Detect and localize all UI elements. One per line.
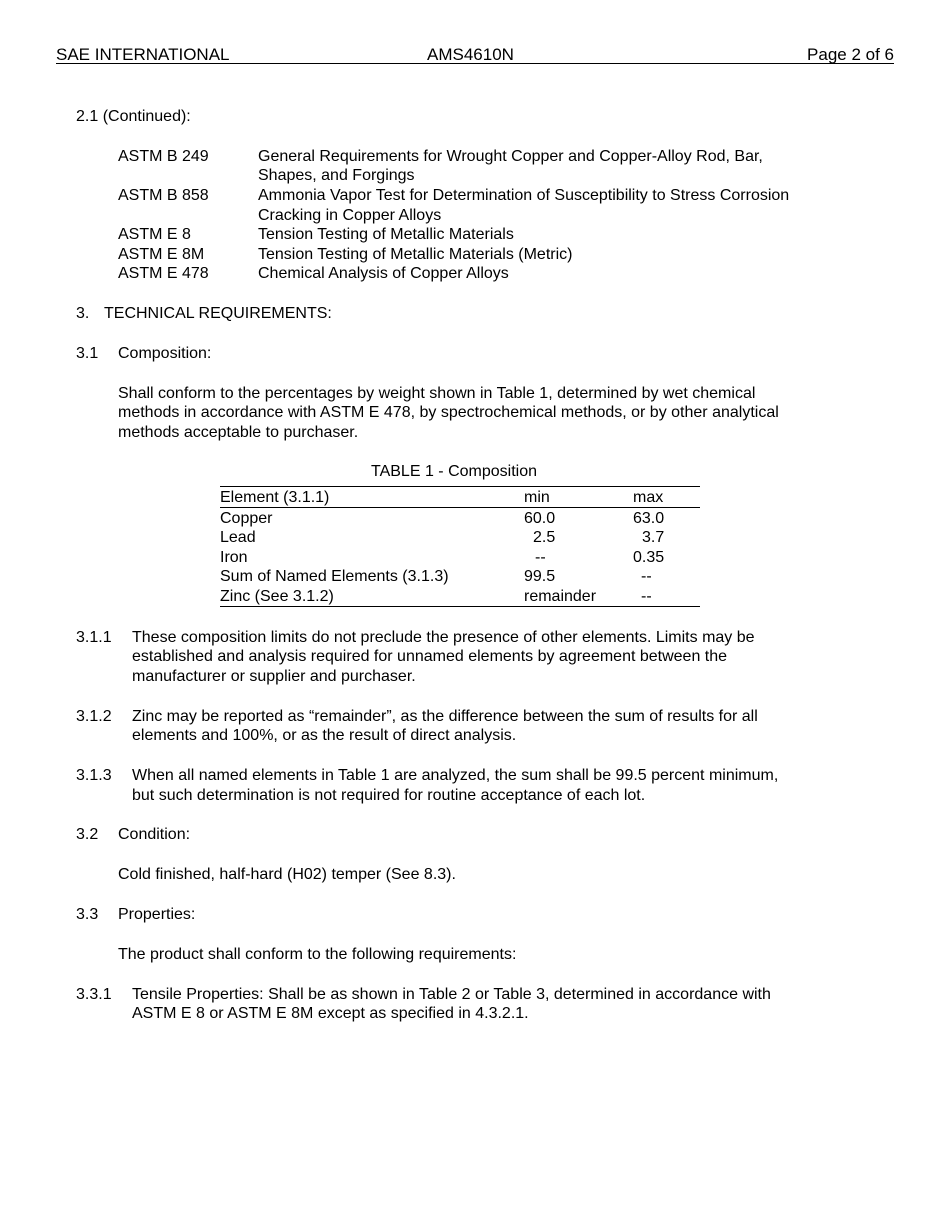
section-3-1-3-text: but such determination is not required for routine acceptance of each lot. [132,787,646,804]
table-cell-min: 2.5 [533,529,556,546]
section-3-1-2-text: Zinc may be reported as “remainder”, as the difference between the sum of results for all [132,708,758,725]
table-caption: TABLE 1 - Composition [371,463,537,480]
section-3-1-1-text: established and analysis required for unnamed elements by agreement between the [132,648,728,665]
section-3-2-title: Condition: [118,826,191,843]
section-3-2-number: 3.2 [76,826,99,843]
table-top-rule [220,486,700,487]
section-3-3-body: The product shall conform to the following requirements: [118,946,517,963]
header-page-number-text: Page 2 of 6 [807,45,894,64]
section-3-1-3-text: When all named elements in Table 1 are analyzed, the sum shall be 99.5 percent minimum, [132,767,779,784]
section-3-1-body: methods in accordance with ASTM E 478, by spectrochemical methods, or by other analytical [118,404,779,421]
table-header-min: min [524,489,550,506]
table-header-max: max [633,489,664,506]
table-cell-element: Lead [220,529,256,546]
table-cell-max: -- [641,568,652,585]
section-3-1-2-text: elements and 100%, or as the result of direct analysis. [132,727,517,744]
ref-title: Chemical Analysis of Copper Alloys [258,265,509,282]
table-cell-element: Copper [220,510,273,527]
section-3-1-1-text: manufacturer or supplier and purchaser. [132,668,416,685]
section-2-1-continued: 2.1 (Continued): [76,108,191,125]
ref-title: General Requirements for Wrought Copper and Copper-Alloy Rod, Bar, [258,148,763,165]
ref-title: Tension Testing of Metallic Materials (Metric) [258,246,573,263]
section-3-1-body: Shall conform to the percentages by weight shown in Table 1, determined by wet chemical [118,385,756,402]
table-cell-max: 0.35 [633,549,665,566]
section-3-number: 3. [76,305,90,322]
ref-code: ASTM B 249 [118,148,209,165]
ref-title: Tension Testing of Metallic Materials [258,226,514,243]
table-cell-max: 63.0 [633,510,665,527]
table-bottom-rule [220,606,700,607]
table-header-element: Element (3.1.1) [220,489,330,506]
header-rule [56,63,894,64]
section-3-3-title: Properties: [118,906,196,923]
section-3-1-1-text: These composition limits do not preclude the presence of other elements. Limits may be [132,629,755,646]
ref-code: ASTM E 8M [118,246,205,263]
section-3-1-title: Composition: [118,345,212,362]
table-cell-max: 3.7 [642,529,665,546]
section-3-3-number: 3.3 [76,906,99,923]
ref-code: ASTM B 858 [118,187,209,204]
header-doc-number: AMS4610N [427,45,514,64]
section-3-1-number: 3.1 [76,345,99,362]
section-3-3-1-text: Tensile Properties: Shall be as shown in Table 2 or Table 3, determined in accordance with [132,986,771,1003]
table-header-rule [220,507,700,508]
ref-code: ASTM E 8 [118,226,191,243]
table-cell-element: Zinc (See 3.1.2) [220,588,334,605]
section-3-title: TECHNICAL REQUIREMENTS: [104,305,332,322]
header-org: SAE INTERNATIONAL [56,45,230,64]
table-cell-min: 99.5 [524,568,556,585]
table-cell-element: Iron [220,549,248,566]
table-cell-min: remainder [524,588,597,605]
ref-code: ASTM E 478 [118,265,209,282]
ref-title-cont: Shapes, and Forgings [258,167,415,184]
section-3-1-1-number: 3.1.1 [76,629,112,646]
table-cell-element: Sum of Named Elements (3.1.3) [220,568,449,585]
section-3-1-3-number: 3.1.3 [76,767,112,784]
table-cell-min: -- [535,549,546,566]
ref-title: Ammonia Vapor Test for Determination of Susceptibility to Stress Corrosion [258,187,790,204]
ref-title-cont: Cracking in Copper Alloys [258,207,442,224]
section-3-1-body: methods acceptable to purchaser. [118,424,359,441]
section-3-2-body: Cold finished, half-hard (H02) temper (See 8.3). [118,866,456,883]
section-3-3-1-number: 3.3.1 [76,986,112,1003]
section-3-3-1-text: ASTM E 8 or ASTM E 8M except as specified in 4.3.2.1. [132,1005,529,1022]
table-cell-min: 60.0 [524,510,556,527]
header-page-number [740,45,894,65]
section-3-1-2-number: 3.1.2 [76,708,112,725]
table-cell-max: -- [641,588,652,605]
